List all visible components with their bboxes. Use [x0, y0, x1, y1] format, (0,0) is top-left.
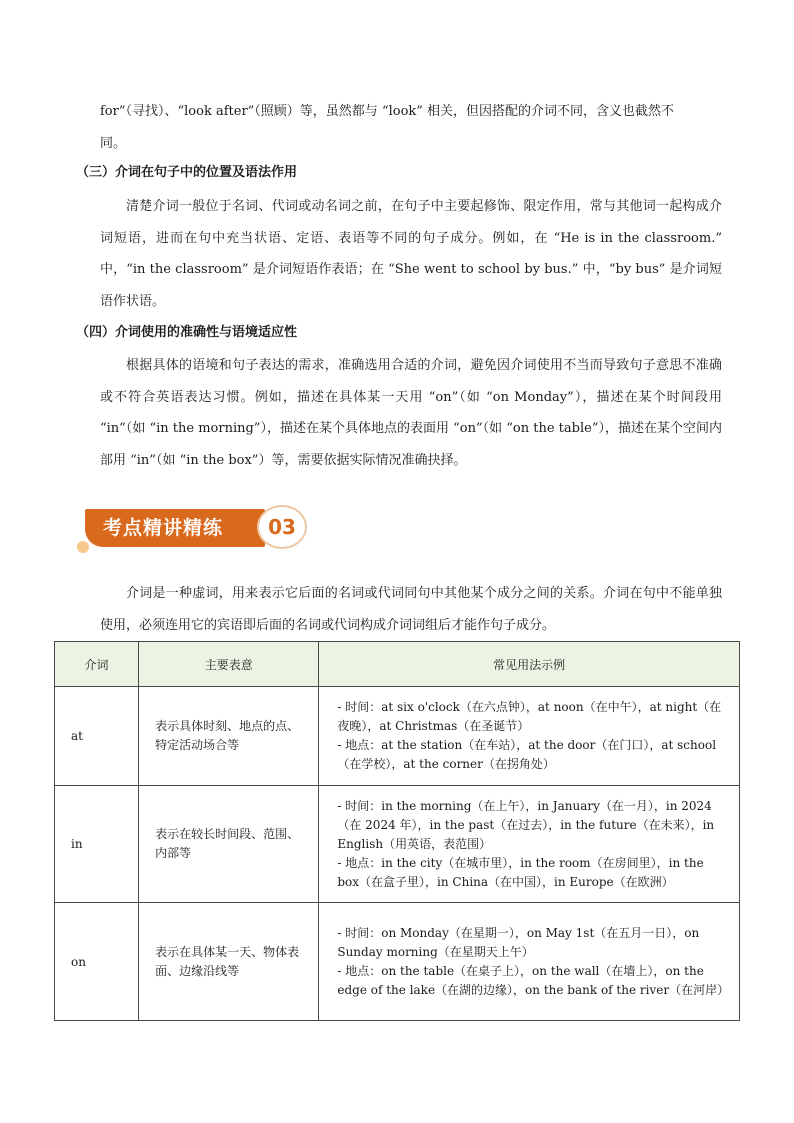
section-4-paragraph: 根据具体的语境和句子表达的需求，准确选用合适的介词，避免因介词使用不当而导致句子意思不准确或不符合英语表达习惯。例如，描述在具体某一天用 “on”（如 “on Monday”），描述在某个时间段用 “in”（如 “in the morning”），描述在某个具体地点的表面用 “on”（如 “on the table”），描述在某个空间内部用 “in”（如 “in the box”）等，需要依据实际情况准确抉择。 [100, 358, 722, 468]
table-row [55, 903, 740, 1021]
paragraph-continuation [100, 96, 722, 159]
section-banner [77, 505, 317, 553]
row-preposition: on [55, 903, 139, 1021]
banner-title: 考点精讲精练 [103, 517, 224, 539]
intro-paragraph: 介词是一种虚词，用来表示它后面的名词或代词同句中其他某个成分之间的关系。介词在句中不能单独使用，必须连用它的宾语即后面的名词或代词构成介词词组后才能作句子成分。 [100, 586, 722, 633]
banner-dot-icon [77, 541, 89, 553]
section-heading-4: （四）介词使用的准确性与语境适应性 [76, 325, 298, 340]
banner-number: 03 [268, 515, 296, 539]
example-time: - 时间：at six o'clock（在六点钟），at noon（在中午），at night（在夜晚），at Christmas（在圣诞节） [337, 700, 722, 733]
example-time: - 时间：on Monday（在星期一），on May 1st（在五月一日），on Sunday morning（在星期天上午） [337, 925, 700, 959]
section-heading-3: （三）介词在句子中的位置及语法作用 [76, 165, 298, 180]
header-examples: 常见用法示例 [319, 642, 740, 687]
paragraph-line: 同。 [100, 135, 127, 151]
row-examples [319, 687, 740, 786]
row-meaning: 表示在较长时间段、范围、内部等 [139, 786, 319, 903]
table-row [55, 687, 740, 786]
header-meaning: 主要表意 [139, 642, 319, 687]
row-examples [319, 903, 740, 1021]
row-examples [319, 786, 740, 903]
row-meaning: 表示在具体某一天、物体表面、边缘沿线等 [139, 903, 319, 1021]
example-place: - 地点：at the station（在车站），at the door（在门口），at school（在学校），at the corner（在拐角处） [337, 738, 717, 771]
example-time: - 时间：in the morning（在上午），in January（在一月），in 2024（在 2024 年），in the past（在过去），in the future（在未来），in English（用英语，表范围） [337, 798, 715, 851]
row-meaning: 表示具体时刻、地点的点、特定活动场合等 [139, 687, 319, 786]
paragraph-line: for”（寻找）、“look after”（照顾）等，虽然都与 “look” 相关，但因搭配的介词不同，含义也截然不 [100, 104, 675, 119]
row-preposition: at [55, 687, 139, 786]
table-header-row [55, 642, 740, 687]
preposition-table [54, 641, 740, 1021]
section-3-paragraph: 清楚介词一般位于名词、代词或动名词之前，在句子中主要起修饰、限定作用，常与其他词一起构成介词短语，进而在句中充当状语、定语、表语等不同的句子成分。例如，在 “He is in the classroom.” 中，“in the classroom” 是介词短语作表语；在 “She went to school by bus.” 中，“by bus” 是介词短语作状语。 [100, 199, 722, 309]
table-row [55, 786, 740, 903]
example-place: - 地点：in the city（在城市里），in the room（在房间里），in the box（在盒子里），in China（在中国），in Europe（在欧洲） [337, 855, 704, 889]
example-place: - 地点：on the table（在桌子上），on the wall（在墙上），on the edge of the lake（在湖的边缘），on the bank of the river（在河岸） [337, 963, 730, 997]
header-preposition: 介词 [55, 642, 139, 687]
row-preposition: in [55, 786, 139, 903]
